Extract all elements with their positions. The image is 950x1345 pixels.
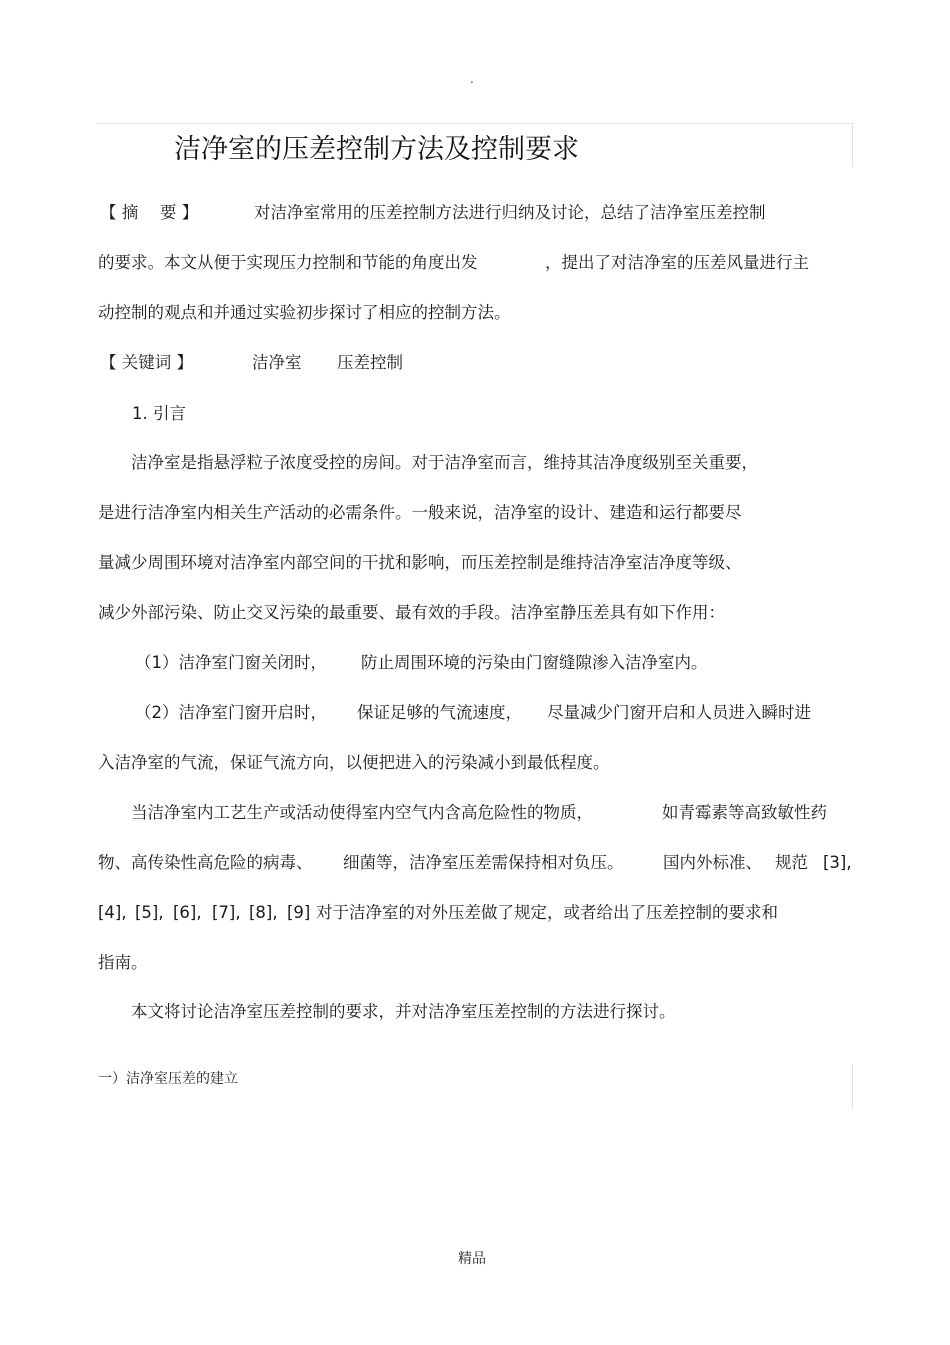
citation: [5],: [135, 903, 164, 922]
paragraph-2-line-1b: 如青霉素等高致敏性药: [662, 803, 827, 822]
right-margin-line-lower: [852, 1064, 853, 1110]
abstract-line-2a: 的要求。本文从便于实现压力控制和节能的角度出发: [98, 253, 478, 272]
abstract-line-3: 动控制的观点和并通过实验初步探讨了相应的控制方法。: [98, 303, 511, 322]
paragraph-line: 量减少周围环境对洁净室内部空间的干扰和影响，而压差控制是维持洁净室洁净度等级、: [98, 553, 742, 572]
paragraph-line: 洁净室是指悬浮粒子浓度受控的房间。对于洁净室而言，维持其洁净度级别至关重要，: [131, 453, 758, 472]
citation: [7],: [212, 903, 241, 922]
paragraph-line: 是进行洁净室内相关生产活动的必需条件。一般来说，洁净室的设计、建造和运行都要尽: [98, 503, 742, 522]
citation: [9]: [287, 903, 311, 922]
list-item-2c: 尽量减少门窗开启和人员进入瞬时进: [547, 703, 811, 722]
paragraph-2-line-2b: 细菌等，洁净室压差需保持相对负压。: [343, 853, 624, 872]
citation: [4],: [98, 903, 127, 922]
keyword-2: 压差控制: [337, 353, 403, 372]
paragraph-line: 减少外部污染、防止交叉污染的最重要、最有效的手段。洁净室静压差具有如下作用：: [98, 603, 725, 622]
paragraph-2-line-1a: 当洁净室内工艺生产或活动使得室内空气内含高危险性的物质，: [131, 803, 593, 822]
subheading: 一）洁净室压差的建立: [98, 1071, 238, 1087]
abstract-line-2b: ，提出了对洁净室的压差风量进行主: [545, 253, 809, 272]
page-title: 洁净室的压差控制方法及控制要求: [174, 134, 579, 165]
paragraph-3: 本文将讨论洁净室压差控制的要求，并对洁净室压差控制的方法进行探讨。: [131, 1002, 676, 1021]
header-dot: .: [470, 72, 474, 86]
paragraph-2-line-2c: 国内外标准、: [663, 853, 762, 872]
abstract-label: 【 摘 要 】: [100, 203, 199, 222]
list-item-2b: 保证足够的气流速度，: [357, 703, 522, 722]
citation: [6],: [173, 903, 202, 922]
paragraph-2-line-2a: 物、高传染性高危险的病毒、: [98, 853, 313, 872]
right-margin-line: [852, 123, 853, 167]
paragraph-2-line-3: 对于洁净室的对外压差做了规定，或者给出了压差控制的要求和: [316, 903, 778, 922]
list-item-2d: 入洁净室的气流，保证气流方向，以便把进入的污染减小到最低程度。: [98, 753, 610, 772]
paragraph-2-line-2d: 规范: [775, 853, 808, 872]
paragraph-2-line-4: 指南。: [98, 953, 148, 972]
list-item-2a: （2）洁净室门窗开启时，: [135, 703, 327, 722]
top-rule: [96, 123, 852, 124]
section-heading: 1. 引言: [132, 404, 186, 423]
list-item-1b: 防止周围环境的污染由门窗缝隙渗入洁净室内。: [361, 653, 708, 672]
list-item-1a: （1）洁净室门窗关闭时，: [135, 653, 327, 672]
citation: [8],: [249, 903, 278, 922]
keyword-1: 洁净室: [252, 353, 302, 372]
abstract-line-1: 对洁净室常用的压差控制方法进行归纳及讨论，总结了洁净室压差控制: [254, 203, 766, 222]
keywords-label: 【 关键词 】: [100, 353, 193, 372]
page-footer: 精品: [458, 1251, 486, 1267]
citation: [3],: [823, 853, 852, 872]
